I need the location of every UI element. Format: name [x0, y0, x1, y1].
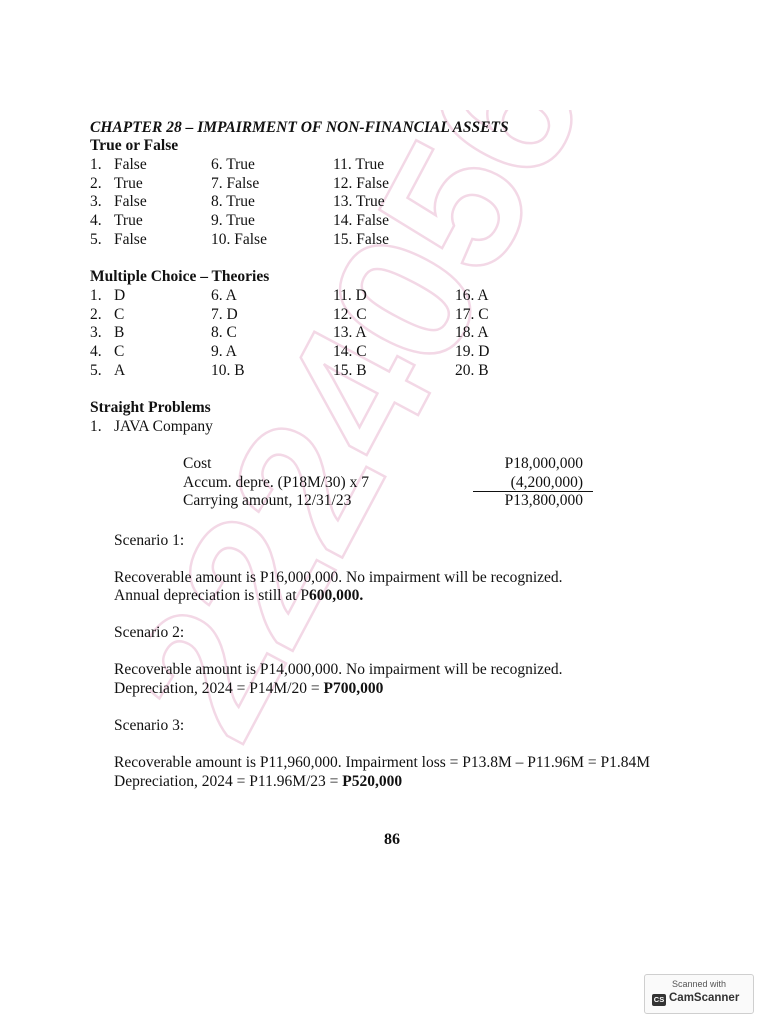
true-false-row [90, 155, 650, 174]
true-false-item-number: 2. [90, 174, 102, 192]
camscanner-badge [644, 974, 754, 1014]
mc-theories-answer: 15. B [333, 361, 367, 379]
scenario-2-line1: Recoverable amount is P14,000,000. No impairment will be recognized. [114, 661, 563, 678]
mc-theories-item-answer: C [114, 343, 125, 361]
true-false-row [90, 211, 650, 230]
mc-theories-answer: 6. A [211, 287, 237, 304]
true-false-answer: 13. True [333, 193, 385, 211]
mc-theories-answer: 10. B [211, 361, 245, 379]
true-false-item-answer: True [114, 174, 143, 192]
scenario-3-line1: Recoverable amount is P11,960,000. Impairment loss = P13.8M – P11.96M = P1.84M [114, 754, 650, 771]
true-false-item-number: 4. [90, 212, 102, 230]
camscanner-logo-icon: CS [653, 995, 665, 1004]
computation-label: Accum. depre. (P18M/30) x 7 [183, 473, 369, 491]
mc-theories-answer: 13. A [333, 324, 367, 342]
mc-theories-answer: 12. C [333, 305, 367, 323]
true-false-answer [90, 211, 143, 230]
computation-label: Carrying amount, 12/31/23 [183, 492, 352, 509]
true-false-row [90, 192, 650, 211]
true-false-item-number: 3. [90, 193, 102, 211]
computation-row-carrying-amount [183, 492, 593, 511]
mc-theories-answer [90, 305, 124, 324]
computation-amount: P18,000,000 [504, 455, 583, 472]
scenario-1-line1: Recoverable amount is P16,000,000. No impairment will be recognized. [114, 569, 563, 586]
true-false-answer [90, 192, 147, 211]
camscanner-name: CamScanner [669, 992, 740, 1004]
watermark-text: 2224056 [150, 110, 624, 770]
scenario-1-answer: 600,000. [309, 587, 364, 604]
scenario-2-line2 [114, 679, 383, 698]
true-false-answer: 15. False [333, 230, 389, 248]
mc-theories-row [90, 323, 650, 342]
mc-theories-item-number: 1. [90, 287, 102, 304]
true-false-item-answer: False [114, 230, 147, 248]
mc-theories-answer: 17. C [455, 305, 489, 323]
mc-theories-answer [90, 286, 125, 305]
true-false-answer: 6. True [211, 156, 255, 173]
scenario-3-title: Scenario 3: [114, 717, 185, 734]
mc-theories-heading: Multiple Choice – Theories [90, 268, 270, 285]
true-false-answer: 9. True [211, 212, 255, 230]
mc-theories-item-answer: A [114, 361, 126, 379]
mc-theories-item-answer: D [114, 287, 126, 304]
scenario-1-title: Scenario 1: [114, 532, 185, 549]
true-false-answer: 7. False [211, 174, 260, 192]
scenario-1-line2 [114, 586, 363, 605]
computation-row-accum-depre [183, 474, 593, 493]
true-false-answer: 12. False [333, 174, 389, 192]
mc-theories-row [90, 361, 650, 380]
mc-theories-answer: 11. D [333, 287, 367, 304]
scenario-1-line2-text: Annual depreciation is still at P [114, 587, 310, 604]
mc-theories-answer: 20. B [455, 361, 489, 379]
true-false-item-number: 5. [90, 230, 102, 248]
mc-theories-row [90, 286, 650, 305]
mc-theories-item-answer: B [114, 324, 125, 342]
scenario-2-title: Scenario 2: [114, 624, 185, 641]
true-false-item-answer: False [114, 156, 147, 173]
mc-theories-item-number: 3. [90, 324, 102, 342]
scenario-3-line2 [114, 772, 402, 791]
mc-theories-row [90, 305, 650, 324]
mc-theories-answer: 9. A [211, 343, 237, 361]
scenario-3-answer: P520,000 [342, 773, 403, 790]
carrying-amount-computation [183, 455, 593, 511]
mc-theories-answer: 14. C [333, 343, 367, 361]
mc-theories-item-number: 5. [90, 361, 102, 379]
mc-theories-answer [90, 361, 125, 380]
true-false-answer [90, 230, 147, 249]
mc-theories-answer [90, 342, 124, 361]
true-false-item-answer: False [114, 193, 147, 211]
page-number: 86 [384, 831, 400, 848]
true-false-item-number: 1. [90, 156, 102, 173]
scenario-3-line2-text: Depreciation, 2024 = P11.96M/23 = [114, 773, 343, 790]
scanned-with-label: Scanned with [671, 979, 727, 989]
true-false-heading: True or False [90, 137, 179, 154]
true-false-answer: 10. False [211, 230, 267, 248]
computation-amount: P13,800,000 [504, 492, 583, 509]
mc-theories-answer: 16. A [455, 287, 489, 304]
true-false-answer [90, 155, 147, 174]
problem-number: 1. [90, 418, 102, 435]
mc-theories-item-number: 4. [90, 343, 102, 361]
mc-theories-item-number: 2. [90, 305, 102, 323]
computation-row-cost [183, 455, 593, 474]
mc-theories-item-answer: C [114, 305, 125, 323]
mc-theories-answer [90, 323, 124, 342]
true-false-row [90, 174, 650, 193]
mc-theories-answer: 18. A [455, 324, 489, 342]
problem-name: JAVA Company [114, 418, 213, 435]
true-false-answer: 8. True [211, 193, 255, 211]
true-false-row [90, 230, 650, 249]
mc-theories-row [90, 342, 650, 361]
chapter-title: CHAPTER 28 – IMPAIRMENT OF NON-FINANCIAL ASSETS [90, 119, 509, 136]
mc-theories-answer: 7. D [211, 305, 238, 323]
true-false-item-answer: True [114, 212, 143, 230]
computation-label: Cost [183, 455, 212, 472]
scenario-2-line2-text: Depreciation, 2024 = P14M/20 = [114, 680, 324, 697]
computation-amount: (4,200,000) [510, 473, 583, 491]
problem-item [90, 417, 213, 436]
true-false-answer: 11. True [333, 156, 385, 173]
scenario-2-answer: P700,000 [323, 680, 384, 697]
true-false-answer: 14. False [333, 212, 389, 230]
mc-theories-answer: 8. C [211, 324, 237, 342]
true-false-answer [90, 174, 143, 193]
straight-problems-heading: Straight Problems [90, 399, 211, 416]
mc-theories-answer: 19. D [455, 343, 490, 361]
